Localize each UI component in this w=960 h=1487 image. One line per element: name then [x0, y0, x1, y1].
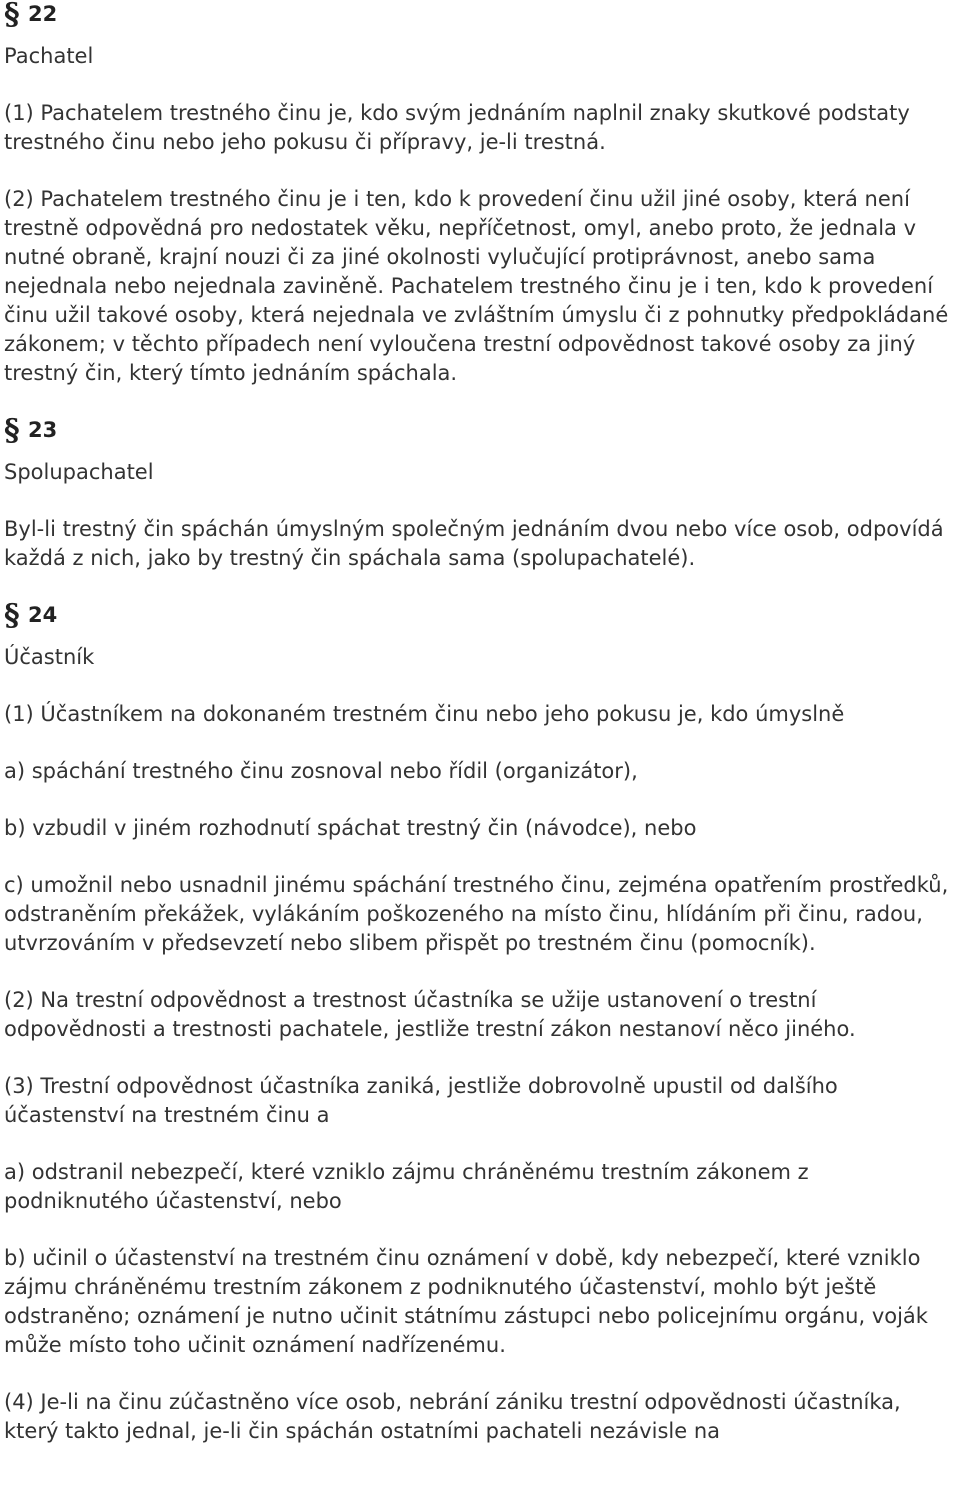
paragraph: (2) Na trestní odpovědnost a trestnost účastníka se užije ustanovení o trestní odpovědnosti a trestnosti pachatele, jestliže trestní zákon nestanoví něco jiného.	[4, 988, 856, 1041]
section-title: Účastník	[4, 645, 95, 669]
section-heading	[4, 598, 956, 633]
paragraph: (1) Pachatelem trestného činu je, kdo svým jednáním naplnil znaky skutkové podstaty trestného činu nebo jeho pokusu či přípravy, je-li trestná.	[4, 101, 910, 154]
list-item: a) spáchání trestného činu zosnoval nebo řídil (organizátor),	[4, 759, 638, 783]
section-22	[4, 0, 956, 388]
paragraph: (4) Je-li na činu zúčastněno více osob, nebrání zániku trestní odpovědnosti účastníka, který takto jednal, je-li čin spáchán ostatními pachateli nezávisle na	[4, 1390, 901, 1443]
list-item: c) umožnil nebo usnadnil jinému spáchání trestného činu, zejména opatřením prostředků, odstraněním překážek, vylákáním poškozeného na místo činu, hlídáním při činu, radou, utvrzováním v předsevzetí nebo slibem přispět po trestném činu (pomocník).	[4, 873, 949, 955]
list-item: b) vzbudil v jiném rozhodnutí spáchat trestný čin (návodce), nebo	[4, 816, 697, 840]
section-23	[4, 413, 956, 573]
paragraph: Byl-li trestný čin spáchán úmyslným společným jednáním dvou nebo více osob, odpovídá každá z nich, jako by trestný čin spáchala sama (spolupachatelé).	[4, 517, 944, 570]
section-sign: §	[4, 413, 20, 448]
section-heading	[4, 413, 956, 448]
section-title: Spolupachatel	[4, 460, 154, 484]
section-24	[4, 598, 956, 1446]
section-sign: §	[4, 598, 20, 633]
section-number: 23	[28, 418, 58, 442]
paragraph: (3) Trestní odpovědnost účastníka zaniká, jestliže dobrovolně upustil od dalšího účastenství na trestném činu a	[4, 1074, 838, 1127]
list-item: b) učinil o účastenství na trestném činu oznámení v době, kdy nebezpečí, které vzniklo zájmu chráněnému trestním zákonem z podniknutého účastenství, mohlo být ještě odstraněno; oznámení je nutno učinit státnímu zástupci nebo policejnímu orgánu, voják může místo toho učinit oznámení nadřízenému.	[4, 1246, 928, 1357]
paragraph: (1) Účastníkem na dokonaném trestném činu nebo jeho pokusu je, kdo úmyslně	[4, 702, 845, 726]
section-number: 22	[28, 2, 58, 26]
list-item: a) odstranil nebezpečí, které vzniklo zájmu chráněnému trestním zákonem z podniknutého účastenství, nebo	[4, 1160, 809, 1213]
section-title: Pachatel	[4, 44, 94, 68]
section-sign: §	[4, 0, 20, 32]
paragraph: (2) Pachatelem trestného činu je i ten, kdo k provedení činu užil jiné osoby, která není trestně odpovědná pro nedostatek věku, nepříčetnost, omyl, anebo proto, že jednala v nutné obraně, krajní nouzi či za jiné okolnosti vylučující protiprávnost, anebo sama nejednala nebo nejednala zaviněně. Pachatelem trestného činu je i ten, kdo k provedení činu užil takové osoby, která nejednala ve zvláštním úmyslu či z pohnutky předpokládané zákonem; v těchto případech není vyloučena trestní odpovědnost takové osoby za jiný trestný čin, který tímto jednáním spáchala.	[4, 187, 949, 385]
section-number: 24	[28, 603, 58, 627]
section-heading	[4, 0, 956, 32]
